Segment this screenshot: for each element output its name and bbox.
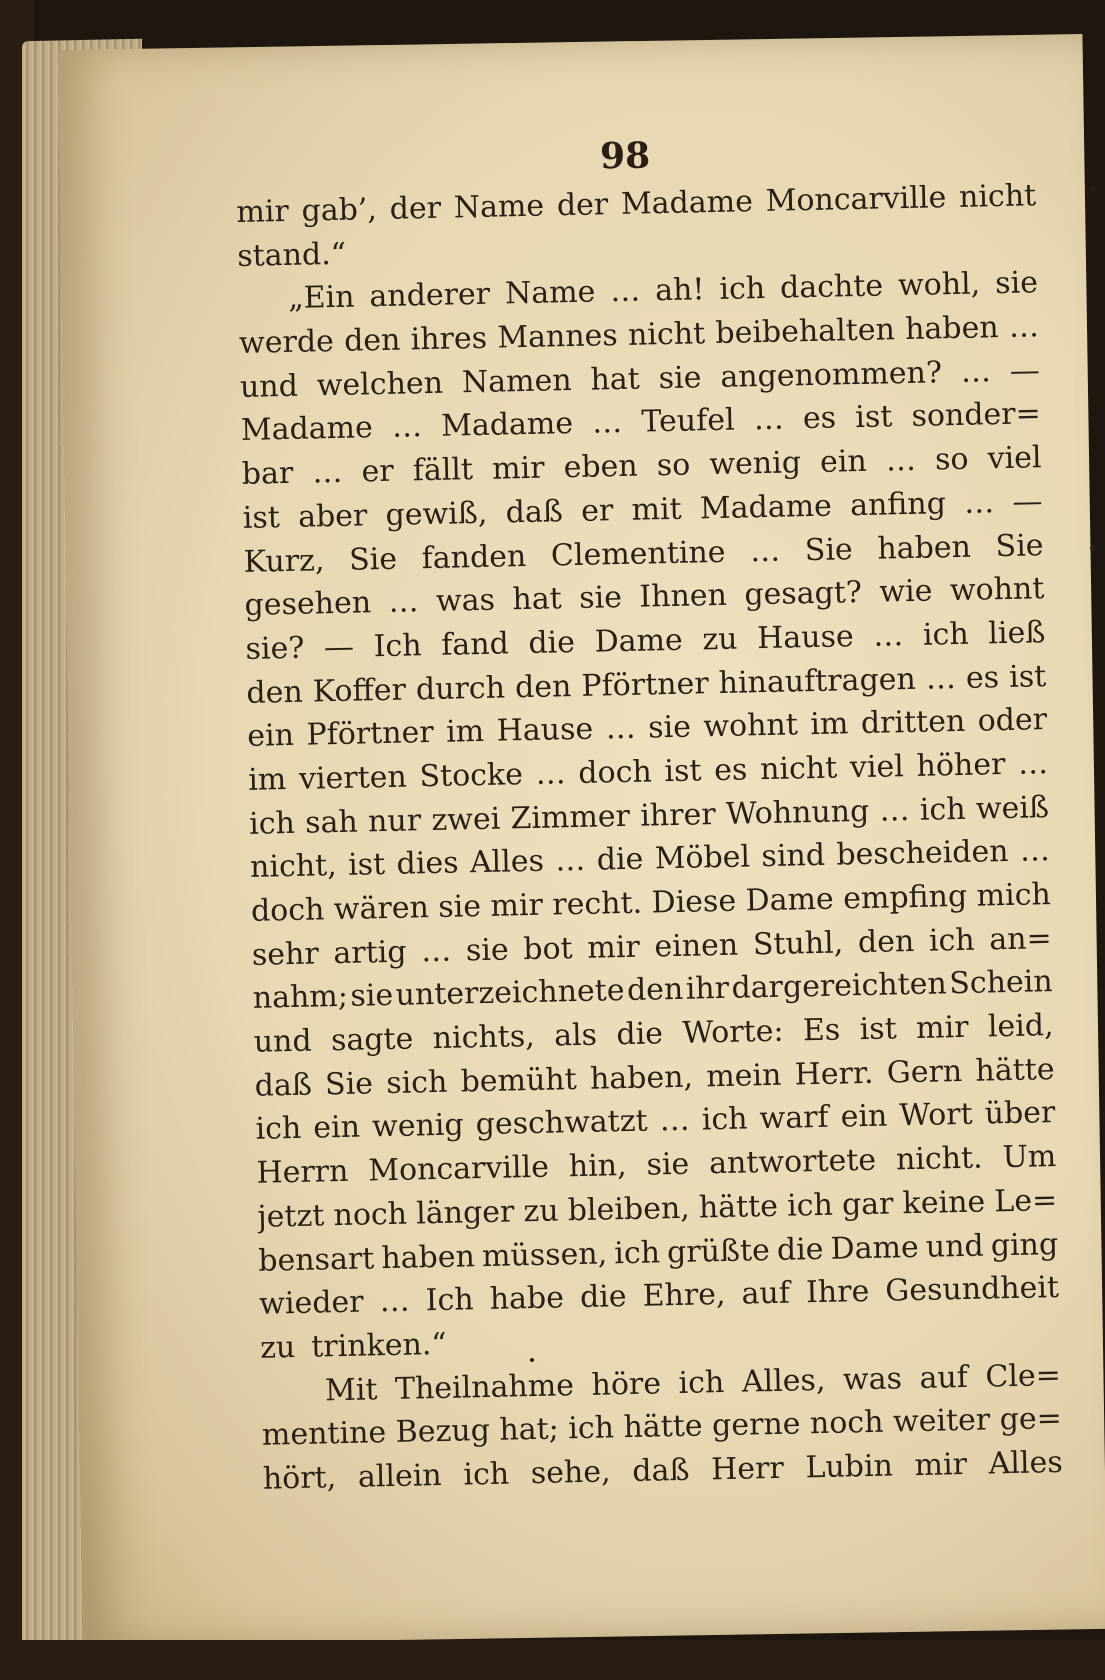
ink-spot <box>1090 545 1096 551</box>
word: Ihre <box>805 1274 870 1311</box>
word: mir <box>236 193 290 230</box>
word: so <box>934 441 969 478</box>
word: zu <box>523 1193 559 1230</box>
word: ist <box>859 1011 898 1048</box>
word: Herrn <box>256 1153 349 1191</box>
word: … <box>1017 746 1049 782</box>
word: antwortete <box>708 1142 877 1182</box>
word: den <box>343 322 401 359</box>
word: artig <box>333 934 407 971</box>
word: zu <box>702 621 738 658</box>
word: allein <box>357 1457 443 1495</box>
word: hat <box>512 581 563 618</box>
word: sie <box>437 889 482 925</box>
word: daß <box>631 1452 690 1489</box>
word: wieder <box>258 1284 364 1322</box>
word: Sie <box>995 527 1044 564</box>
word: an= <box>988 920 1053 958</box>
word: ist <box>1008 658 1047 695</box>
word: und <box>239 368 299 405</box>
word: Name <box>504 274 596 312</box>
word: recht. <box>551 885 643 923</box>
word: — <box>1009 352 1041 389</box>
word: ist <box>242 499 281 536</box>
word: ein <box>819 443 868 480</box>
word: fand <box>440 626 510 663</box>
word: er <box>361 453 395 490</box>
word: Wohnung <box>725 793 870 832</box>
word: bar <box>241 455 294 493</box>
word: sich <box>385 1064 448 1101</box>
word: Zimmer <box>510 798 631 837</box>
word: als <box>553 1017 598 1054</box>
word: nicht <box>627 316 706 353</box>
word: ist <box>664 753 702 790</box>
word: über <box>984 1095 1056 1132</box>
book-bottom-edge <box>0 1640 1105 1680</box>
word: mich <box>976 877 1052 914</box>
word: dritten <box>860 704 966 742</box>
word: ich <box>463 1456 510 1493</box>
word: warf <box>759 1100 829 1137</box>
word: sie <box>646 1146 690 1183</box>
word: gesehen <box>244 585 372 624</box>
word: … <box>379 1283 410 1320</box>
word: Pförtner <box>306 715 435 753</box>
word: jetzt <box>257 1198 325 1235</box>
word: Mit <box>324 1371 378 1408</box>
word: … <box>753 402 785 438</box>
word: nicht <box>759 750 838 788</box>
word: gewiß, <box>385 495 488 533</box>
word: Madame <box>240 410 374 449</box>
word: hätte <box>623 1408 703 1446</box>
word: ich <box>248 805 296 842</box>
word: er <box>580 492 614 529</box>
word: … <box>420 933 452 969</box>
word: Dame <box>830 1229 920 1267</box>
word: Ich <box>373 628 422 665</box>
word: sind <box>761 838 826 875</box>
word: viel <box>849 749 905 786</box>
word: ich <box>719 271 766 308</box>
word: Sie <box>804 531 854 568</box>
word: ich <box>567 1410 615 1447</box>
word: wohnt <box>949 571 1045 609</box>
word: hört, <box>262 1460 337 1497</box>
word: auf <box>919 1359 969 1396</box>
word: sehe, <box>530 1454 611 1492</box>
word: länger <box>415 1194 515 1232</box>
word: sie <box>350 978 394 1015</box>
word: ich <box>928 922 975 959</box>
word: … <box>391 409 423 446</box>
word: Stocke <box>419 757 524 795</box>
word: auf <box>741 1275 791 1312</box>
word: hinauftragen <box>718 661 917 701</box>
word: zu <box>259 1329 296 1366</box>
word: ich <box>922 616 970 653</box>
word: werde <box>238 324 335 362</box>
word: bescheiden <box>836 834 1009 873</box>
word: der <box>389 190 442 227</box>
word: sie <box>994 265 1039 302</box>
word: nahm; <box>252 979 349 1017</box>
word: vierten <box>298 759 408 797</box>
word: die <box>528 624 576 661</box>
word: ließ <box>987 615 1046 652</box>
word: nichts, <box>432 1018 536 1057</box>
word: leid, <box>987 1008 1054 1045</box>
word: sie <box>465 932 509 969</box>
word: Herr. <box>794 1055 874 1093</box>
word: Theilnahme <box>394 1367 575 1407</box>
word: nicht, <box>249 848 338 886</box>
word: wohnt <box>703 707 799 745</box>
word: mein <box>705 1057 782 1095</box>
word: Herr <box>710 1450 785 1488</box>
word: … <box>925 660 957 697</box>
word: im <box>247 762 287 798</box>
word: ich <box>613 1234 661 1271</box>
word: Le= <box>993 1182 1058 1220</box>
word: … <box>879 792 910 829</box>
ink-spot <box>1090 186 1096 192</box>
word: einen <box>654 927 739 965</box>
word: Moncarville <box>765 180 947 219</box>
word: im <box>809 706 849 743</box>
word: mir <box>491 450 545 487</box>
word: ging <box>990 1226 1059 1263</box>
word: doch <box>577 754 653 791</box>
word: sagte <box>330 1021 414 1059</box>
word: mit <box>631 491 683 528</box>
word: … <box>535 756 566 792</box>
word: hätte <box>975 1051 1055 1089</box>
word: — <box>323 629 355 666</box>
word: Sie <box>324 1066 374 1103</box>
word: mir <box>914 1446 968 1484</box>
word: bensart <box>257 1240 375 1279</box>
word: … <box>591 405 623 442</box>
word: … <box>555 843 586 879</box>
word: zwei <box>431 801 501 838</box>
word: anderer <box>369 277 491 315</box>
page-number: 98 <box>599 134 651 178</box>
word: … <box>885 442 917 479</box>
word: sehr <box>251 936 320 973</box>
word: … <box>1008 309 1040 345</box>
word: Hause <box>756 619 855 657</box>
word: angenommen? <box>720 355 943 395</box>
word: sie <box>578 580 623 617</box>
word: höre <box>591 1365 662 1403</box>
word: wie <box>879 573 933 610</box>
word: noch <box>333 1196 408 1233</box>
word: sie? <box>245 630 305 667</box>
word: geschwatzt <box>475 1104 649 1143</box>
word: fanden <box>421 538 527 576</box>
word: Es <box>802 1012 841 1049</box>
word: dachte <box>779 268 884 306</box>
word: was <box>435 582 496 620</box>
word: ein <box>840 1099 888 1135</box>
word: nicht <box>958 178 1037 215</box>
word: Mannes <box>497 318 619 356</box>
word: … <box>659 1103 691 1139</box>
word: Um <box>1002 1139 1057 1176</box>
word: grüßte <box>666 1232 771 1270</box>
word: „Ein <box>287 279 355 317</box>
word: Madame <box>440 406 574 445</box>
word: daß <box>254 1067 313 1104</box>
word: dargereichten <box>731 966 948 1007</box>
word: höher <box>916 746 1006 784</box>
word: … <box>749 533 781 569</box>
word: ge= <box>999 1401 1063 1438</box>
word: im <box>445 714 485 750</box>
word: ihres <box>410 320 488 358</box>
word: Alles <box>469 844 545 881</box>
word: Gesundheit <box>884 1270 1060 1309</box>
word: die <box>616 1016 664 1053</box>
word: aber <box>297 498 368 535</box>
word: … <box>609 273 641 310</box>
word: Ich <box>425 1282 475 1319</box>
word: Koffer <box>312 672 407 710</box>
word: es <box>713 752 748 789</box>
word: gar <box>841 1186 894 1223</box>
word: … <box>872 618 904 654</box>
word: Wort <box>899 1097 974 1134</box>
word: empfing <box>842 878 968 917</box>
word: ist <box>854 399 893 436</box>
ink-spot <box>530 1358 534 1362</box>
word: Teufel <box>641 403 735 440</box>
word: beibehalten <box>715 312 896 352</box>
word: ah! <box>654 272 705 309</box>
word: sah <box>304 804 359 841</box>
word: Alles, <box>741 1362 826 1400</box>
word: der <box>556 187 609 224</box>
word: es <box>965 659 1000 696</box>
word: und <box>925 1228 985 1265</box>
word: Hause <box>496 711 594 749</box>
word: Lubin <box>805 1448 894 1486</box>
word: Dame <box>745 881 835 919</box>
word: Pförtner <box>581 665 709 704</box>
word: die <box>776 1231 824 1268</box>
word: sonder= <box>911 396 1042 435</box>
word: noch <box>809 1404 884 1442</box>
word: trinken.“ <box>310 1326 448 1365</box>
word: den <box>514 668 572 705</box>
word: haben <box>381 1238 476 1276</box>
word: wären <box>333 890 430 928</box>
word: Namen <box>461 362 572 401</box>
word: haben <box>904 310 999 348</box>
word: durch <box>415 670 506 707</box>
word: sie <box>658 360 702 396</box>
word: Möbel <box>654 839 751 877</box>
word: was <box>842 1360 903 1398</box>
word: ist <box>347 847 386 884</box>
word: keine <box>902 1184 986 1222</box>
word: den <box>626 972 684 1009</box>
word: weiß <box>975 789 1050 827</box>
word: anfing <box>849 486 947 524</box>
body-text <box>236 178 1063 1505</box>
word: ich <box>919 791 966 828</box>
word: so <box>656 447 691 484</box>
word: nicht. <box>895 1140 983 1178</box>
word: mir <box>915 1009 969 1046</box>
word: weiter <box>892 1402 991 1440</box>
word: gesagt? <box>744 575 863 613</box>
word: Dame <box>594 622 684 660</box>
word: ich <box>255 1111 302 1148</box>
word: es <box>802 400 837 437</box>
word: Kurz, <box>243 542 325 580</box>
word: und <box>253 1023 312 1060</box>
word: ich <box>786 1187 834 1224</box>
word: … <box>963 485 995 521</box>
word: haben, <box>589 1059 694 1097</box>
word: müssen, <box>481 1235 608 1274</box>
word: Ehre, <box>642 1277 726 1314</box>
word: Moncarville <box>367 1149 550 1189</box>
word: mir <box>490 887 544 924</box>
word: Worte: <box>682 1013 784 1051</box>
word: ich <box>701 1101 748 1138</box>
word: Gern <box>886 1053 963 1091</box>
word: mentine <box>261 1415 387 1453</box>
word: … <box>312 454 343 491</box>
word: bemüht <box>460 1061 578 1100</box>
word: Schein <box>948 964 1053 1002</box>
word: Diese <box>651 883 737 921</box>
word: unterzeichnete <box>395 973 625 1014</box>
word: stand.“ <box>236 236 347 274</box>
word: hat; <box>499 1411 560 1449</box>
word: oder <box>977 702 1048 739</box>
word: haben <box>877 529 972 567</box>
word: nur <box>367 802 422 839</box>
word: … <box>388 584 419 621</box>
word: Cle= <box>985 1357 1062 1395</box>
word: Alles <box>988 1444 1064 1482</box>
word: wenig <box>371 1107 465 1145</box>
word: habe <box>489 1280 565 1318</box>
word: doch <box>250 892 325 929</box>
word: bleiben, <box>567 1190 691 1229</box>
word: Sie <box>348 541 398 578</box>
word: gab’, <box>301 192 378 229</box>
word: sie <box>647 709 692 746</box>
word: Name <box>453 188 545 226</box>
word: Stuhl, <box>752 925 844 963</box>
word: dies <box>396 845 459 883</box>
word: … <box>605 711 637 747</box>
word: ich <box>678 1364 725 1401</box>
word: hätte <box>698 1188 779 1226</box>
word: mir <box>586 929 641 966</box>
word: fällt <box>412 452 474 489</box>
word: hin, <box>568 1148 627 1185</box>
word: bot <box>522 930 574 967</box>
word: ihr <box>685 971 730 1008</box>
word: ihrer <box>639 796 716 834</box>
word: eben <box>563 448 639 486</box>
word: ein <box>246 718 295 755</box>
word: Ihnen <box>638 577 728 615</box>
word: gerne <box>711 1406 801 1444</box>
word: wenig <box>709 445 802 483</box>
word: viel <box>987 440 1042 477</box>
word: Clementine <box>550 534 726 573</box>
word: hat <box>590 361 641 398</box>
word: — <box>1012 483 1043 520</box>
word: Madame <box>620 184 754 222</box>
word: den <box>246 674 304 711</box>
word: den <box>857 923 915 960</box>
word: Madame <box>699 488 833 527</box>
word: die <box>596 841 644 878</box>
word: welchen <box>316 365 444 404</box>
word: … <box>960 353 992 390</box>
word: … <box>1019 833 1051 870</box>
word: ein <box>312 1110 361 1147</box>
word: die <box>579 1279 627 1316</box>
word: daß <box>505 494 564 531</box>
word: wohl, <box>897 266 981 304</box>
word: Bezug <box>395 1413 491 1451</box>
